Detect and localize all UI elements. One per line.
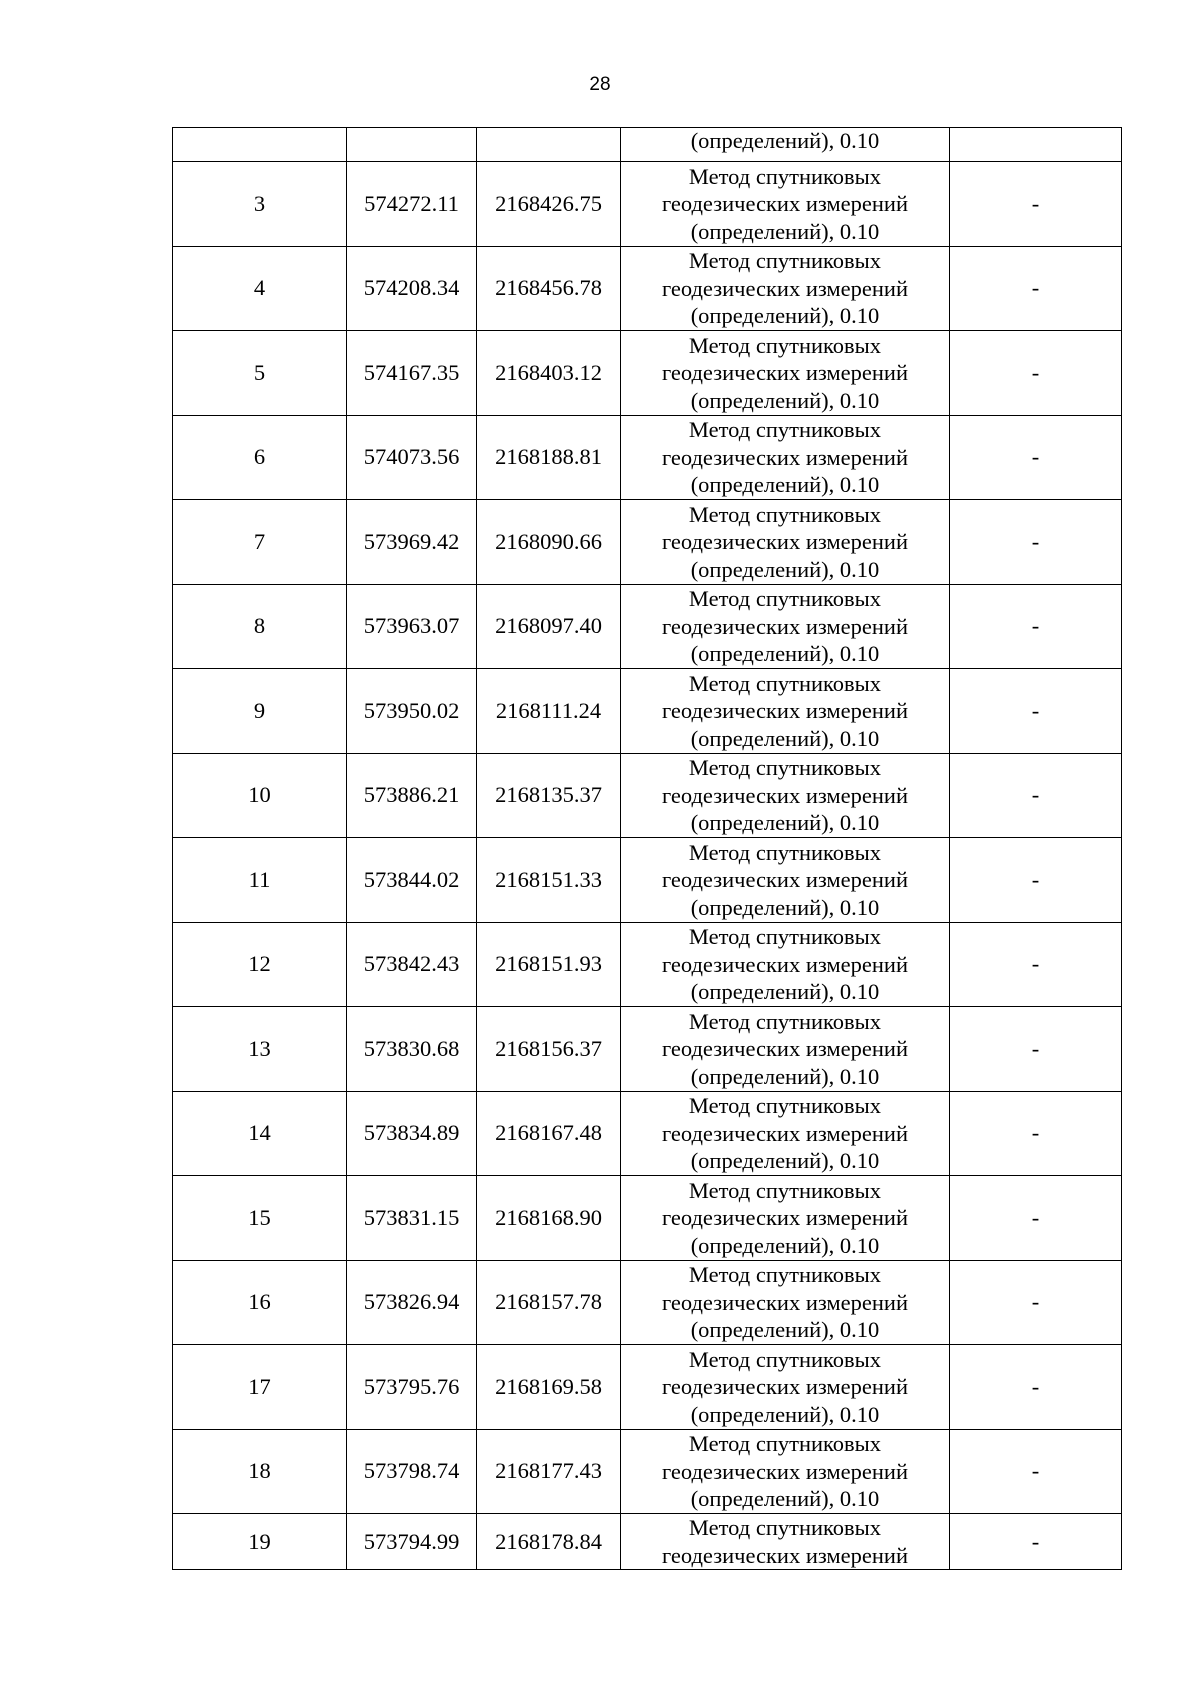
note-cell: - [950,1007,1122,1092]
method-cell [621,1091,950,1176]
x-coordinate-cell: 573795.76 [347,1345,477,1430]
note-cell: - [950,162,1122,247]
note-cell: - [950,1514,1122,1570]
method-line: (определений), 0.10 [690,472,880,497]
method-line: (определений), 0.10 [690,556,880,582]
note-cell: - [950,1091,1122,1176]
method-cell [621,415,950,500]
method-line: геодезических измерений [661,1542,909,1568]
table-row [173,1345,1122,1430]
method-cell [621,1176,950,1261]
method-line: Метод спутниковых [688,839,882,865]
method-line: Метод спутниковых [688,163,882,189]
y-coordinate-cell: 2168090.66 [477,500,621,585]
method-line: (определений), 0.10 [690,128,880,153]
point-number-cell: 15 [173,1176,347,1261]
method-line: геодезических измерений [661,1205,909,1230]
method-line: Метод спутниковых [688,670,882,696]
y-coordinate-cell: 2168157.78 [477,1260,621,1345]
x-coordinate-cell: 573844.02 [347,838,477,923]
point-number-cell: 7 [173,500,347,585]
method-cell [621,162,950,247]
method-line: (определений), 0.10 [690,303,880,328]
page-number: 28 [589,74,611,95]
x-coordinate-cell [347,128,477,162]
method-line: геодезических измерений [661,867,909,892]
y-coordinate-cell: 2168178.84 [477,1514,621,1570]
method-line: Метод спутниковых [688,924,882,949]
method-line: Метод спутниковых [688,332,882,358]
y-coordinate-cell: 2168097.40 [477,584,621,669]
x-coordinate-cell: 573826.94 [347,1260,477,1345]
method-line: (определений), 0.10 [690,641,880,666]
x-coordinate-cell: 573834.89 [347,1091,477,1176]
method-line: Метод спутниковых [688,1262,882,1287]
method-cell [621,500,950,585]
method-line: геодезических измерений [661,529,909,554]
note-cell: - [950,246,1122,331]
y-coordinate-cell: 2168188.81 [477,415,621,500]
x-coordinate-cell: 573963.07 [347,584,477,669]
method-line: геодезических измерений [661,360,909,385]
table-row [173,669,1122,754]
method-cell [621,128,950,162]
x-coordinate-cell: 574208.34 [347,246,477,331]
table-row [173,922,1122,1007]
x-coordinate-cell: 573794.99 [347,1514,477,1570]
table-row [173,500,1122,585]
method-cell [621,331,950,416]
method-cell [621,1345,950,1430]
point-number-cell: 3 [173,162,347,247]
method-cell [621,669,950,754]
method-line: геодезических измерений [661,698,909,723]
method-line: (определений), 0.10 [690,218,880,244]
method-cell [621,1260,950,1345]
point-number-cell: 6 [173,415,347,500]
x-coordinate-cell: 573969.42 [347,500,477,585]
table-row [173,1429,1122,1514]
method-cell [621,838,950,923]
y-coordinate-cell: 2168151.33 [477,838,621,923]
continuation-row [173,128,1122,162]
method-line: геодезических измерений [661,1374,909,1399]
point-number-cell: 13 [173,1007,347,1092]
y-coordinate-cell: 2168111.24 [477,669,621,754]
x-coordinate-cell: 573886.21 [347,753,477,838]
table-row [173,753,1122,838]
point-number-cell: 12 [173,922,347,1007]
method-line: геодезических измерений [661,1458,909,1484]
note-cell: - [950,1345,1122,1430]
method-line: (определений), 0.10 [690,979,880,1004]
table-row [173,1007,1122,1092]
y-coordinate-cell: 2168426.75 [477,162,621,247]
method-line: геодезических измерений [661,275,909,301]
coordinates-table [172,127,1122,1570]
x-coordinate-cell: 574073.56 [347,415,477,500]
method-line: геодезических измерений [661,1036,909,1061]
point-number-cell: 10 [173,753,347,838]
method-line: (определений), 0.10 [690,725,880,751]
x-coordinate-cell: 574167.35 [347,331,477,416]
method-cell [621,1007,950,1092]
point-number-cell: 14 [173,1091,347,1176]
x-coordinate-cell: 573842.43 [347,922,477,1007]
y-coordinate-cell: 2168167.48 [477,1091,621,1176]
note-cell: - [950,753,1122,838]
y-coordinate-cell: 2168456.78 [477,246,621,331]
note-cell: - [950,838,1122,923]
method-line: (определений), 0.10 [690,1232,880,1258]
table-row [173,415,1122,500]
method-line: (определений), 0.10 [690,1401,880,1427]
method-line: (определений), 0.10 [690,810,880,835]
table-row [173,162,1122,247]
y-coordinate-cell: 2168156.37 [477,1007,621,1092]
method-line: Метод спутниковых [688,1008,882,1034]
x-coordinate-cell: 573950.02 [347,669,477,754]
y-coordinate-cell: 2168403.12 [477,331,621,416]
point-number-cell: 5 [173,331,347,416]
note-cell: - [950,1260,1122,1345]
method-line: (определений), 0.10 [690,1148,880,1173]
x-coordinate-cell: 573798.74 [347,1429,477,1514]
point-number-cell: 19 [173,1514,347,1570]
table-row [173,1514,1122,1570]
method-line: Метод спутниковых [688,586,882,611]
note-cell: - [950,584,1122,669]
method-line: геодезических измерений [661,951,909,977]
method-cell [621,922,950,1007]
table-row [173,1260,1122,1345]
method-cell [621,753,950,838]
method-line: Метод спутниковых [688,1093,882,1118]
note-cell [950,128,1122,162]
method-line: геодезических измерений [661,444,909,470]
point-number-cell [173,128,347,162]
method-line: Метод спутниковых [688,501,882,527]
x-coordinate-cell: 573830.68 [347,1007,477,1092]
note-cell: - [950,1429,1122,1514]
method-cell [621,1429,950,1514]
method-line: Метод спутниковых [688,1431,882,1456]
method-cell [621,246,950,331]
table-row [173,331,1122,416]
y-coordinate-cell: 2168168.90 [477,1176,621,1261]
table-row [173,838,1122,923]
y-coordinate-cell: 2168169.58 [477,1345,621,1430]
point-number-cell: 4 [173,246,347,331]
x-coordinate-cell: 574272.11 [347,162,477,247]
method-line: Метод спутниковых [688,1346,882,1372]
note-cell: - [950,500,1122,585]
method-line: Метод спутниковых [688,755,882,780]
method-line: геодезических измерений [661,1289,909,1315]
method-line: геодезических измерений [661,191,909,216]
method-line: геодезических измерений [661,613,909,639]
y-coordinate-cell: 2168151.93 [477,922,621,1007]
point-number-cell: 9 [173,669,347,754]
method-cell [621,1514,950,1570]
method-line: Метод спутниковых [688,1515,882,1540]
method-line: (определений), 0.10 [690,1063,880,1089]
method-line: Метод спутниковых [688,417,882,442]
method-cell [621,584,950,669]
point-number-cell: 16 [173,1260,347,1345]
method-line: геодезических измерений [661,782,909,808]
method-line: Метод спутниковых [688,1177,882,1203]
method-line: (определений), 0.10 [690,1317,880,1342]
method-line: геодезических измерений [661,1120,909,1146]
point-number-cell: 8 [173,584,347,669]
method-line: (определений), 0.10 [690,894,880,920]
method-line: (определений), 0.10 [690,1486,880,1511]
y-coordinate-cell: 2168177.43 [477,1429,621,1514]
point-number-cell: 17 [173,1345,347,1430]
note-cell: - [950,415,1122,500]
note-cell: - [950,331,1122,416]
y-coordinate-cell [477,128,621,162]
note-cell: - [950,669,1122,754]
point-number-cell: 18 [173,1429,347,1514]
y-coordinate-cell: 2168135.37 [477,753,621,838]
table-row [173,1176,1122,1261]
point-number-cell: 11 [173,838,347,923]
table-row [173,584,1122,669]
note-cell: - [950,1176,1122,1261]
method-line: Метод спутниковых [688,248,882,273]
table-body [173,128,1122,1570]
table-row [173,1091,1122,1176]
note-cell: - [950,922,1122,1007]
x-coordinate-cell: 573831.15 [347,1176,477,1261]
table-row [173,246,1122,331]
method-line: (определений), 0.10 [690,387,880,413]
